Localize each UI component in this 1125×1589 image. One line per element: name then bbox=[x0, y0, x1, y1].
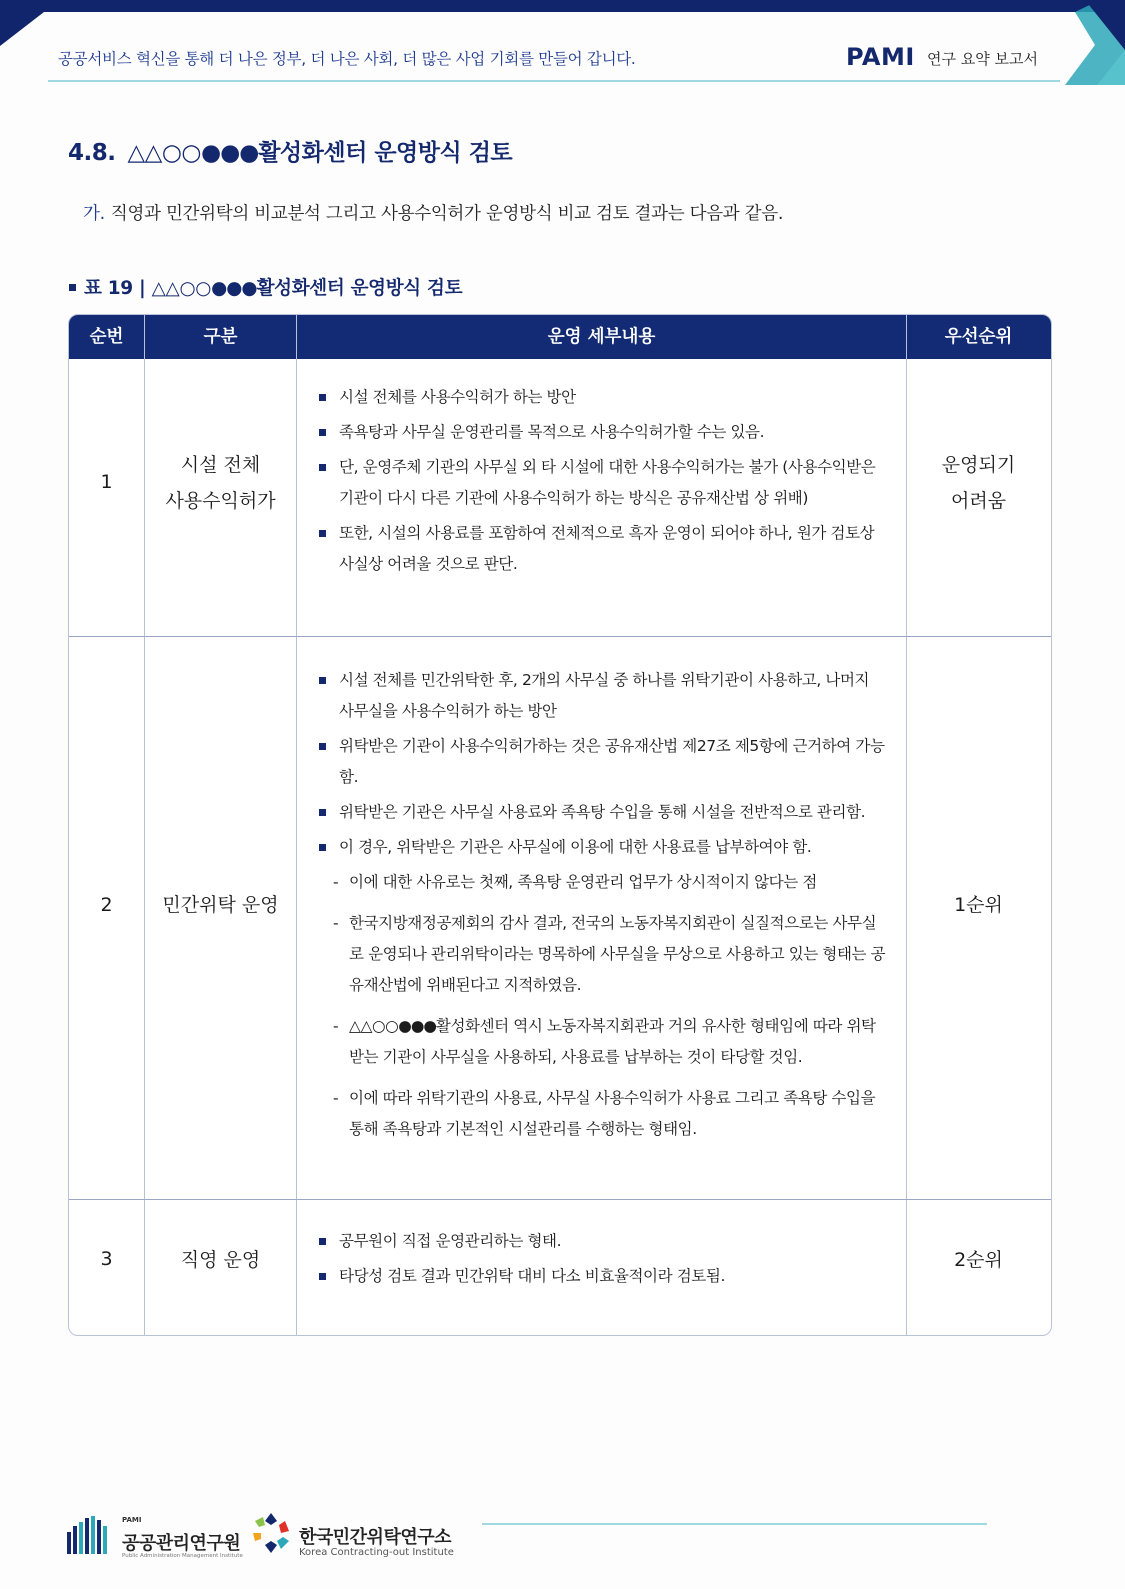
row-divider bbox=[69, 1199, 1051, 1200]
row2-bullet: 위탁받은 기관이 사용수익허가하는 것은 공유재산법 제27조 제5항에 근거하여 가능함. bbox=[317, 731, 887, 793]
row2-subitem-text: 한국지방재정공제회의 감사 결과, 전국의 노동자복지회관이 실질적으로는 사무실로 운영되나 관리위탁이라는 명목하에 사무실을 무상으로 사용하고 있는 형태는 공유재산법에 위배된다고 지적하였음. bbox=[349, 914, 886, 994]
table-caption-label: 표 19 | △△○○ bbox=[84, 278, 212, 299]
row3-category: 직영 운영 bbox=[180, 1249, 261, 1271]
row1-category bbox=[145, 447, 296, 519]
row2-priority: 1순위 bbox=[954, 894, 1003, 916]
pami-logo-icon bbox=[67, 1516, 111, 1554]
row1-bullet: 족욕탕과 사무실 운영관리를 목적으로 사용수익허가할 수는 있음. bbox=[317, 417, 887, 448]
row2-subitem-prefix: △△○○ bbox=[349, 1017, 399, 1035]
row2-subitem-dots: ●●● bbox=[398, 1017, 436, 1035]
header-tagline: 공공서비스 혁신을 통해 더 나은 정부, 더 나은 사회, 더 많은 사업 기회를 만들어 갑니다. bbox=[58, 50, 636, 68]
footer-org2-name: 한국민간위탁연구소 bbox=[299, 1527, 451, 1548]
row2-subitem-text: 활성화센터 역시 노동자복지회관과 거의 유사한 형태임에 따라 위탁받는 기관이 사무실을 사용하되, 사용료를 납부하는 것이 타당할 것임. bbox=[349, 1017, 876, 1066]
table-caption-dots: ●●● bbox=[211, 278, 257, 299]
column-divider bbox=[296, 315, 297, 1335]
intro-marker: 가. bbox=[83, 204, 105, 224]
section-number: 4.8. bbox=[68, 140, 116, 166]
row2-subitem: - 한국지방재정공제회의 감사 결과, 전국의 노동자복지회관이 실질적으로는 사무실로 운영되나 관리위탁이라는 명목하에 사무실을 무상으로 사용하고 있는 형태는 공유재산법에 위배된다고 지적하였음. bbox=[333, 914, 886, 994]
corner-decoration-icon bbox=[1055, 0, 1125, 85]
row1-priority-line2: 어려움 bbox=[950, 490, 1007, 512]
footer-divider bbox=[482, 1523, 987, 1525]
row2-bullet: 이 경우, 위탁받은 기관은 사무실에 이용에 대한 사용료를 납부하여야 함. bbox=[317, 832, 887, 863]
header-category: 구분 bbox=[203, 327, 238, 347]
row1-category-line2: 사용수익허가 bbox=[165, 490, 276, 512]
row2-bullet: 시설 전체를 민간위탁한 후, 2개의 사무실 중 하나를 위탁기관이 사용하고, 나머지 사무실을 사용수익허가 하는 방안 bbox=[317, 665, 887, 727]
row1-num: 1 bbox=[100, 471, 113, 493]
header-priority: 우선순위 bbox=[944, 327, 1013, 347]
header-brand: PAMI bbox=[846, 43, 915, 71]
section-title bbox=[68, 134, 512, 167]
row1-priority bbox=[907, 447, 1050, 519]
table-caption-rest: 활성화센터 운영방식 검토 bbox=[256, 278, 463, 299]
section-title-rest: 활성화센터 운영방식 검토 bbox=[258, 140, 513, 166]
operations-table bbox=[68, 314, 1052, 1336]
row2-subitem: - △△○○●●●활성화센터 역시 노동자복지회관과 거의 유사한 형태임에 따라 위탁받는 기관이 사무실을 사용하되, 사용료를 납부하는 것이 타당할 것임. bbox=[333, 1017, 876, 1066]
table-caption bbox=[69, 274, 462, 300]
row1-category-line1: 시설 전체 bbox=[180, 454, 261, 476]
header-divider bbox=[48, 80, 1060, 82]
row2-details bbox=[317, 665, 887, 1155]
row3-num: 3 bbox=[100, 1248, 113, 1270]
row2-subitem-text: 이에 따라 위탁기관의 사용료, 사무실 사용수익허가 사용료 그리고 족욕탕 수입을 통해 족욕탕과 기본적인 시설관리를 수행하는 형태임. bbox=[349, 1089, 876, 1138]
footer-org1-name: 공공관리연구원 bbox=[122, 1533, 241, 1554]
row3-details bbox=[317, 1226, 887, 1296]
top-banner-bar bbox=[0, 0, 1125, 12]
intro-paragraph bbox=[83, 200, 783, 225]
section-title-prefix: △△○○ bbox=[127, 140, 201, 166]
row1-bullet: 시설 전체를 사용수익허가 하는 방안 bbox=[317, 382, 887, 413]
footer-org1-subtitle: Public Administration Management Institute bbox=[122, 1553, 243, 1559]
row1-bullet: 단, 운영주체 기관의 사무실 외 타 시설에 대한 사용수익허가는 불가 (사용수익받은 기관이 다시 다른 기관에 사용수익허가 하는 방식은 공유재산법 상 위배) bbox=[317, 452, 887, 514]
header-num: 순번 bbox=[89, 327, 124, 347]
row2-subitem: - 이에 대한 사유로는 첫째, 족욕탕 운영관리 업무가 상시적이지 않다는 점 bbox=[333, 873, 817, 891]
row3-priority: 2순위 bbox=[954, 1249, 1003, 1271]
row-divider bbox=[69, 636, 1051, 637]
row3-bullet: 타당성 검토 결과 민간위탁 대비 다소 비효율적이라 검토됨. bbox=[317, 1261, 887, 1292]
row2-bullet: 위탁받은 기관은 사무실 사용료와 족욕탕 수입을 통해 시설을 전반적으로 관리함. bbox=[317, 797, 887, 828]
footer-org1-abbrev: PAMI bbox=[122, 1516, 142, 1524]
section-title-dots: ●●● bbox=[201, 140, 259, 166]
row1-details bbox=[317, 382, 887, 584]
intro-text: 직영과 민간위탁의 비교분석 그리고 사용수익허가 운영방식 비교 검토 결과는 다음과 같음. bbox=[110, 204, 784, 224]
row2-category: 민간위탁 운영 bbox=[162, 894, 279, 916]
header-details: 운영 세부내용 bbox=[547, 327, 656, 347]
caption-square-icon bbox=[69, 284, 76, 291]
top-banner-notch bbox=[0, 12, 44, 46]
kci-logo-icon bbox=[249, 1511, 293, 1555]
header-report-label: 연구 요약 보고서 bbox=[927, 50, 1038, 68]
row1-priority-line1: 운영되기 bbox=[941, 454, 1016, 476]
row2-num: 2 bbox=[100, 894, 113, 916]
row2-subitem: - 이에 따라 위탁기관의 사용료, 사무실 사용수익허가 사용료 그리고 족욕탕 수입을 통해 족욕탕과 기본적인 시설관리를 수행하는 형태임. bbox=[333, 1089, 876, 1138]
footer-org2-subtitle: Korea Contracting-out Institute bbox=[299, 1547, 454, 1558]
row2-subitem-text: 이에 대한 사유로는 첫째, 족욕탕 운영관리 업무가 상시적이지 않다는 점 bbox=[349, 873, 817, 891]
row1-bullet: 또한, 시설의 사용료를 포함하여 전체적으로 흑자 운영이 되어야 하나, 원가 검토상 사실상 어려울 것으로 판단. bbox=[317, 518, 887, 580]
table-header bbox=[69, 315, 1051, 359]
row3-bullet: 공무원이 직접 운영관리하는 형태. bbox=[317, 1226, 887, 1257]
